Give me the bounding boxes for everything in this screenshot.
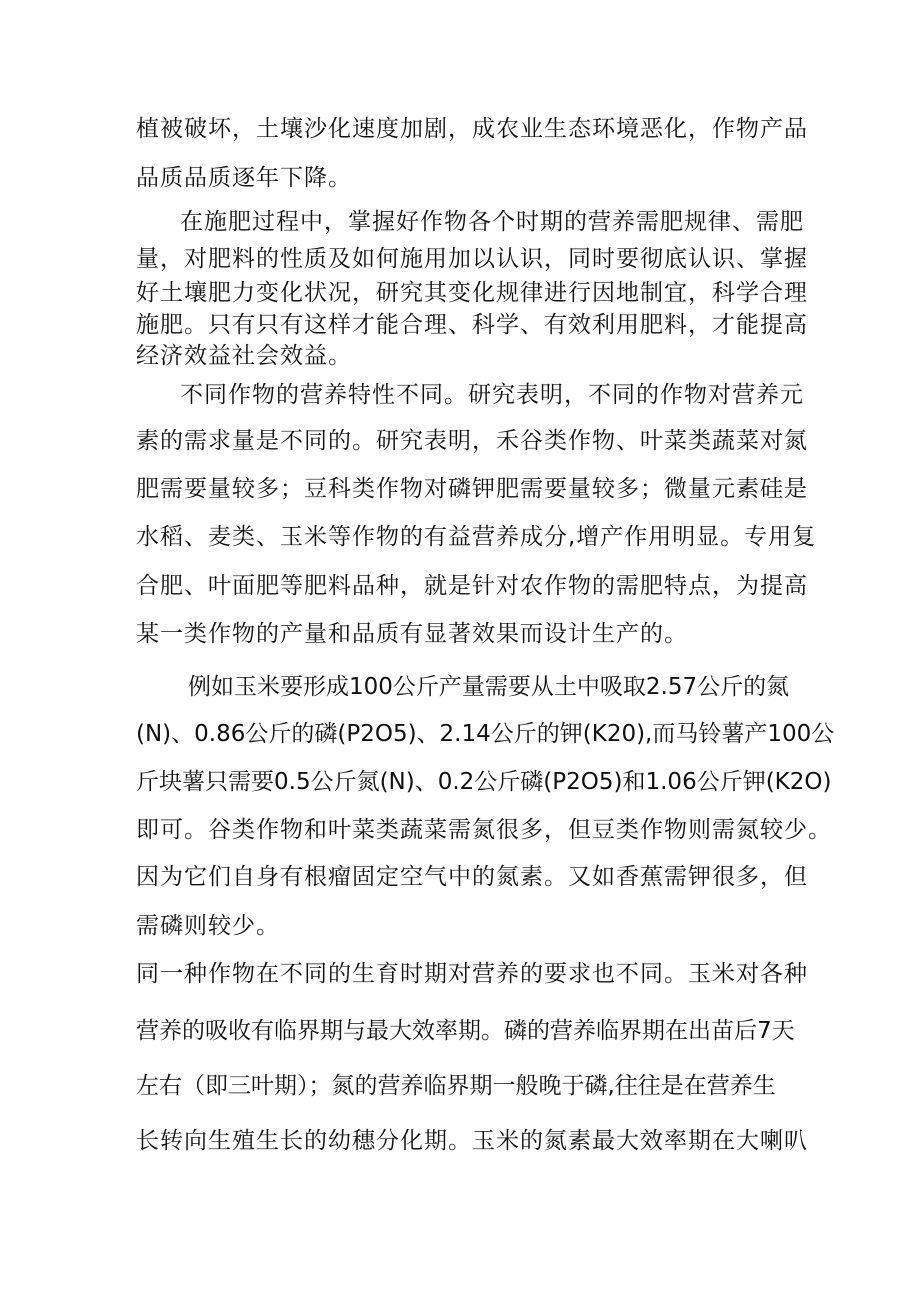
text-line: 营养的吸收有临界期与最大效率期。磷的营养临界期在出苗后7天 — [136, 1018, 795, 1044]
text-line: 施肥。只有只有这样才能合理、科学、有效利用肥料，才能提高 — [136, 312, 808, 338]
text-line: 某一类作物的产量和品质有显著效果而设计生产的。 — [136, 621, 688, 647]
text-line: 经济效益社会效益。 — [136, 343, 352, 369]
text-line: 不同作物的营养特性不同。研究表明，不同的作物对营养元 — [180, 382, 804, 408]
text-line: 品质品质逐年下降。 — [136, 165, 352, 191]
text-line: 肥需要量较多；豆科类作物对磷钾肥需要量较多；微量元素硅是 — [136, 476, 808, 502]
text-line: 长转向生殖生长的幼穗分化期。玉米的氮素最大效率期在大喇叭 — [136, 1128, 808, 1154]
text-line: 斤块薯只需要0.5公斤氮(N)、0.2公斤磷(P2O5)和1.06公斤钾(K2O) — [136, 769, 832, 795]
text-line: 水稻、麦类、玉米等作物的有益营养成分,增产作用明显。专用复 — [136, 524, 817, 550]
text-line: 植被破坏，土壤沙化速度加剧，成农业生态环境恶化，作物产品 — [136, 116, 808, 142]
text-line: 即可。谷类作物和叶菜类蔬菜需氮很多，但豆类作物则需氮较少。 — [136, 817, 832, 843]
text-line: 素的需求量是不同的。研究表明，禾谷类作物、叶菜类蔬菜对氮 — [136, 428, 808, 454]
text-line: 例如玉米要形成100公斤产量需要从土中吸取2.57公斤的氮 — [188, 674, 790, 700]
text-line: 因为它们自身有根瘤固定空气中的氮素。又如香蕉需钾很多，但 — [136, 864, 808, 890]
text-line: 在施肥过程中，掌握好作物各个时期的营养需肥规律、需肥 — [180, 209, 804, 235]
text-line: 左右（即三叶期）；氮的营养临界期一般晚于磷,往往是在营养生 — [136, 1073, 776, 1099]
text-line: 同一种作物在不同的生育时期对营养的要求也不同。玉米对各种 — [136, 961, 808, 987]
text-line: (N)、0.86公斤的磷(P2O5)、2.14公斤的钾(K20),而马铃薯产100公 — [136, 721, 835, 747]
text-line: 需磷则较少。 — [136, 913, 280, 939]
text-line: 好土壤肥力变化状况，研究其变化规律进行因地制宜，科学合理 — [136, 280, 808, 306]
text-line: 量，对肥料的性质及如何施用加以认识，同时要彻底认识、掌握 — [136, 246, 808, 272]
text-line: 合肥、叶面肥等肥料品种，就是针对农作物的需肥特点，为提高 — [136, 573, 808, 599]
